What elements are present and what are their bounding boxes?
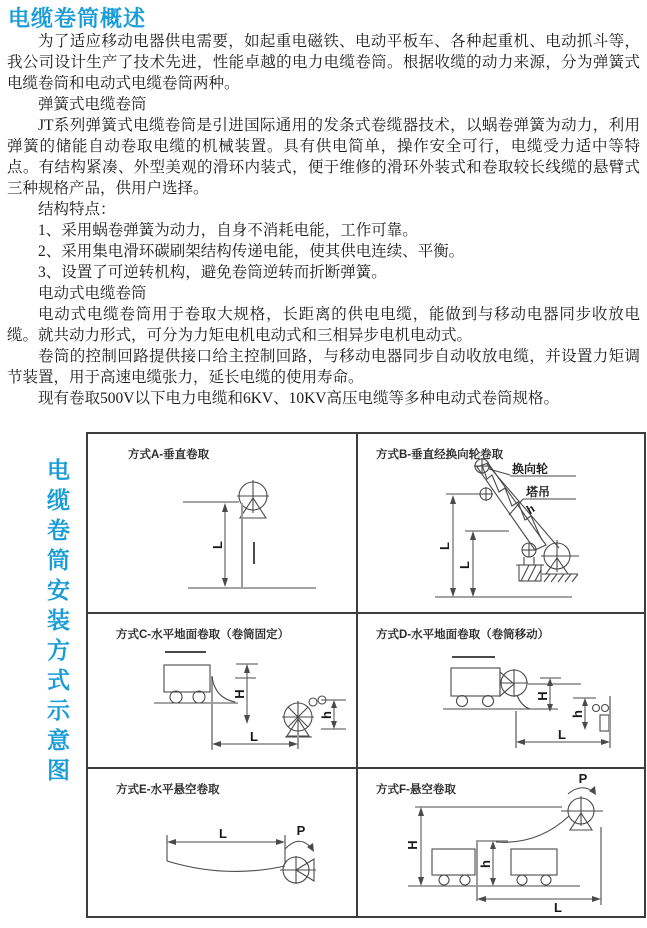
section-heading-features: 结构特点： <box>38 201 116 218</box>
trolley-symbol <box>164 665 210 703</box>
dim-label-h: h <box>570 710 585 718</box>
suspended-cable <box>496 816 569 842</box>
cable-reel-symbol <box>500 669 528 697</box>
dim-label-L: L <box>250 729 258 744</box>
dim-label-L: L <box>554 900 562 914</box>
dim-label-H: H <box>405 840 420 850</box>
rotation-arrow <box>285 841 313 850</box>
overview-text <box>7 31 640 409</box>
paragraph: 电动式电缆卷筒用于卷取大规格，长距离的供电电缆，能做到与移动电器同步收放电缆。就共动力形式，可分为力矩电机电动式和三相异步电机电动式。 <box>7 306 640 344</box>
ground-hatch <box>544 574 578 582</box>
cell-method-c <box>88 614 358 769</box>
feature-item-1: 1、采用蜗卷弹簧为动力，自身不消耗电能，工作可靠。 <box>38 222 418 239</box>
feature-item-2: 2、采用集电滑环碳刷架结构传递电能，使其供电连续、平衡。 <box>38 243 465 260</box>
method-b-title: 方式B-垂直经换向轮卷取 <box>376 449 504 461</box>
cell-method-f <box>358 769 644 916</box>
paragraph: 卷筒的控制回路提供接口给主控制回路，与移动电器同步自动收放电缆，并设置力矩调节装置，用于高速电缆张力，延长电缆的使用寿命。 <box>7 348 640 386</box>
trolley-symbol <box>511 849 557 885</box>
rotation-label-P: P <box>296 823 306 838</box>
dim-label-H: H <box>232 689 247 699</box>
page-title: 电缆卷筒概述 <box>8 6 147 31</box>
dim-label-h: h <box>478 860 493 868</box>
sagging-cable <box>167 861 285 871</box>
method-f-title: 方式F-悬空卷取 <box>376 784 456 796</box>
dim-label-L: L <box>219 826 227 841</box>
trolley-symbol <box>451 668 500 707</box>
paragraph: JT系列弹簧式电缆卷筒是引进国际通用的发条式卷缆器技术，以蜗卷弹簧为动力，利用弹簧的储能自动卷取电缆的机械装置。具有供电简单，操作安全可行，电缆受力适中等特点。有结构紧凑、外型美观的滑环内装式，便于维修的滑环外装式和卷取较长线缆的悬臂式三种规格产品，供用户选择。 <box>7 117 640 197</box>
boom-support <box>516 543 544 581</box>
dim-label-L: L <box>558 727 566 742</box>
cable-label-h: h <box>522 500 538 517</box>
paragraph: 现有卷取500V以下电力电缆和6KV、10KV高压电缆等多种电动式卷筒规格。 <box>38 390 559 407</box>
direction-change-wheel-label: 换向轮 <box>512 462 549 476</box>
rotation-label-P: P <box>578 771 588 786</box>
cell-method-a <box>88 434 358 614</box>
dim-label-l-inner: L <box>457 561 472 569</box>
cell-method-e <box>88 769 358 916</box>
installation-methods-side-label: 电缆卷筒安装方式示意图 <box>44 458 70 788</box>
method-d-title: 方式D-水平地面卷取（卷筒移动） <box>376 629 550 641</box>
installation-methods-table <box>86 432 646 918</box>
method-c-title: 方式C-水平地面卷取（卷筒固定） <box>116 629 290 641</box>
paragraph: 为了适应移动电器供电需要，如起重电磁铁、电动平板车、各种起重机、电动抓斗等，我公司设计生产了技术先进，性能卓越的电力电缆卷筒。根据收缆的动力来源，分为弹簧式电缆卷筒和电动式电缆卷筒两种。 <box>7 33 640 92</box>
dim-label-l: L <box>210 541 225 549</box>
cell-method-b <box>358 434 644 614</box>
tower-crane-label: 塔吊 <box>526 485 551 499</box>
trolley-symbol <box>432 849 475 885</box>
feature-item-3: 3、设置了可逆转机构，避免卷筒逆转而折断弹簧。 <box>38 264 387 281</box>
method-a-title: 方式A-垂直卷取 <box>128 449 210 461</box>
cell-method-d <box>358 614 644 769</box>
dim-label-h: h <box>319 711 334 719</box>
method-e-title: 方式E-水平悬空卷取 <box>116 784 220 796</box>
dim-label-H: H <box>535 691 550 701</box>
section-heading-spring-reel: 弹簧式电缆卷筒 <box>38 96 147 113</box>
cable-reel-symbol <box>561 796 603 830</box>
dim-label-l-outer: L <box>437 542 452 550</box>
section-heading-motor-reel: 电动式电缆卷筒 <box>38 285 147 302</box>
